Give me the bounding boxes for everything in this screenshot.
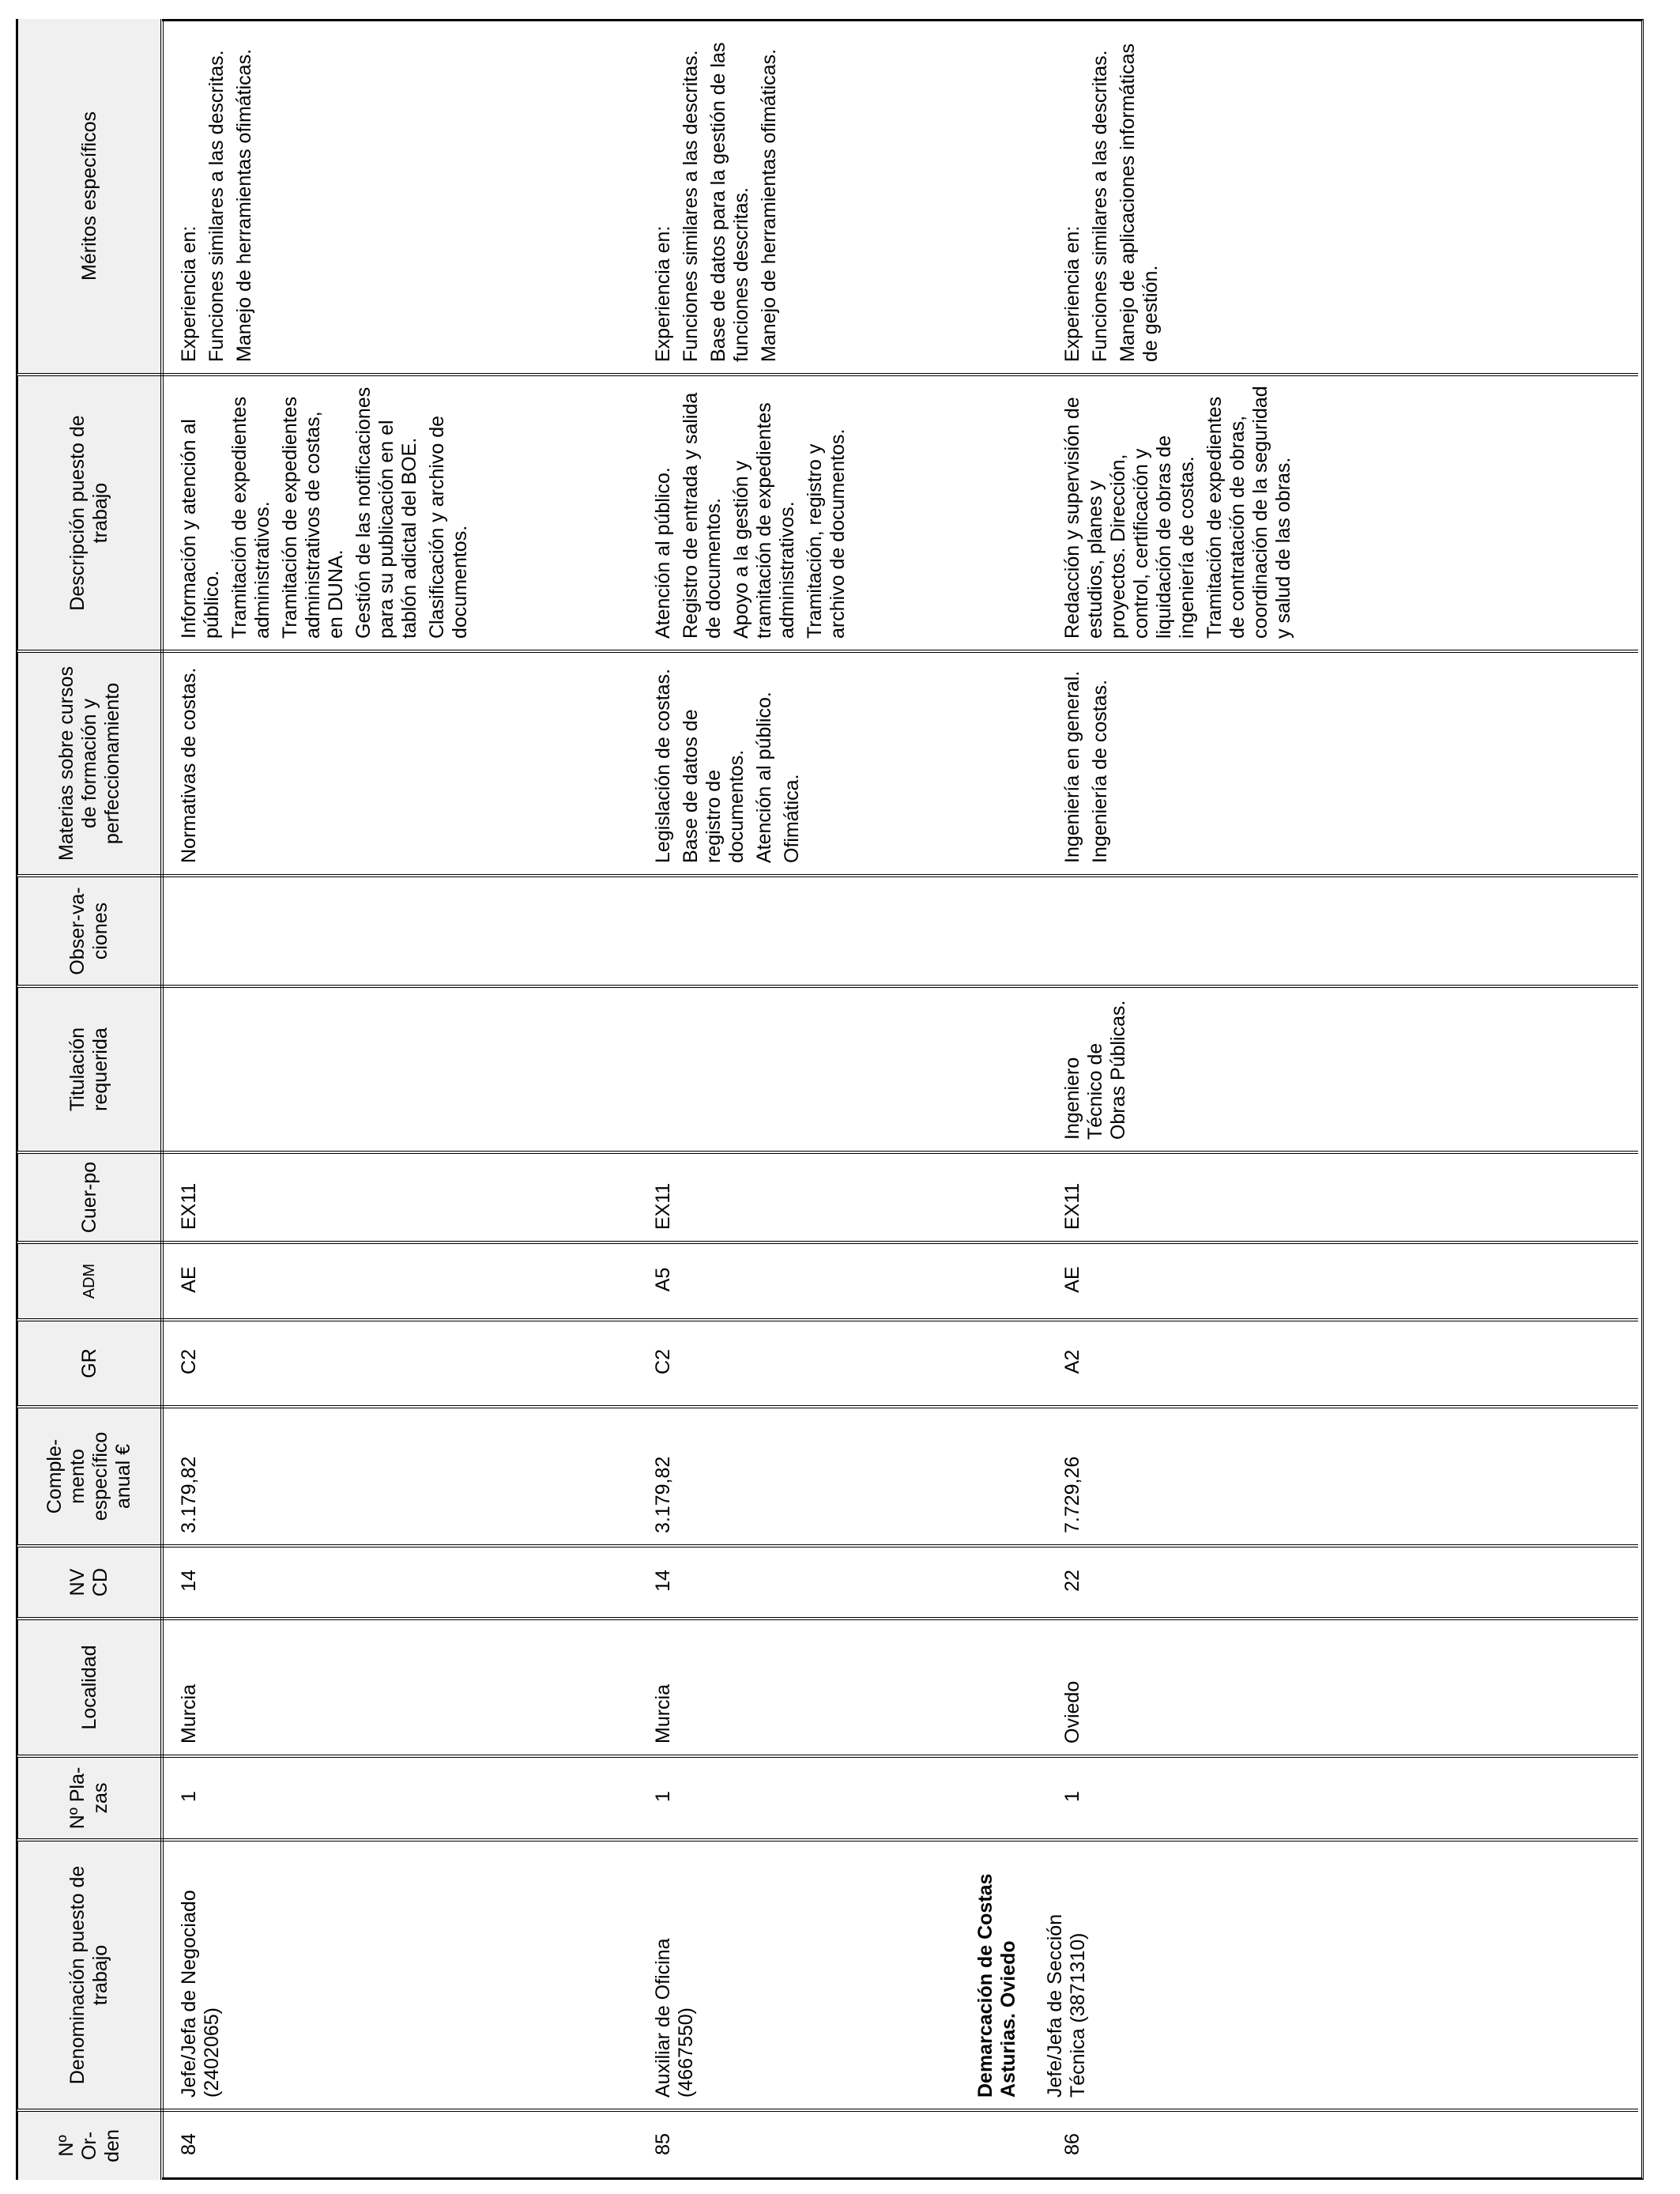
merito-item: Funciones similares a las descritas. — [1089, 50, 1111, 362]
descripcion-item: Tramitación, registro y archivo de documentos. — [804, 428, 849, 639]
cell-observaciones — [966, 876, 1638, 986]
table-row — [162, 19, 644, 2180]
header-localidad: Localidad — [17, 1619, 163, 1756]
materia-item: Ingeniería de costas. — [1089, 679, 1111, 863]
cell-grupo: C2 — [162, 1320, 644, 1407]
descripcion-item: Gestión de las notificaciones para su publicación en el tablón adictal del BOE. — [352, 386, 420, 639]
materia-item: Base de datos de registro de documentos. — [680, 709, 748, 863]
cell-cuerpo: EX11 — [966, 1152, 1638, 1242]
merito-item: Funciones similares a las descritas. — [680, 50, 702, 362]
cell-denominacion: Jefe/Jefa de Negociado (2402065) — [162, 1840, 644, 2110]
cell-plazas: 1 — [966, 1756, 1638, 1840]
cell-descripcion — [966, 375, 1638, 651]
cell-nivel: 14 — [644, 1546, 966, 1619]
cell-meritos — [966, 19, 1638, 375]
header-descripcion: Descripción puesto de trabajo — [17, 375, 163, 651]
cell-titulacion — [162, 986, 644, 1152]
descripcion-item: Atención al público. — [652, 467, 674, 639]
header-complemento: Comple-mento específico anual € — [17, 1407, 163, 1546]
header-orden: Nº Or-den — [17, 2110, 163, 2180]
cell-plazas: 1 — [644, 1756, 966, 1840]
cell-orden: 84 — [162, 2110, 644, 2180]
cell-materias — [162, 651, 644, 876]
merito-item: Experiencia en: — [1061, 225, 1083, 362]
header-denominacion: Denominación puesto de trabajo — [17, 1840, 163, 2110]
descripcion-item: Tramitación de expedientes de contratación de obras, coordinación de la seguridad y salud de las obras. — [1203, 386, 1294, 639]
descripcion-item: Información y atención al público. — [178, 419, 223, 639]
cell-adm: AE — [966, 1242, 1638, 1320]
cell-materias — [644, 651, 966, 876]
descripcion-item: Tramitación de expedientes administrativos de costas, en DUNA. — [279, 396, 347, 639]
header-adm: ADM — [17, 1242, 163, 1320]
header-nivel: NV CD — [17, 1546, 163, 1619]
cell-plazas: 1 — [162, 1756, 644, 1840]
cell-descripcion — [644, 375, 966, 651]
cell-grupo: A2 — [966, 1320, 1638, 1407]
cell-adm: AE — [162, 1242, 644, 1320]
header-plazas: Nº Pla-zas — [17, 1756, 163, 1840]
section-title: Demarcación de Costas Asturias. Oviedo — [974, 1873, 1019, 2098]
materia-item: Normativas de costas. — [178, 667, 200, 863]
cell-nivel: 22 — [966, 1546, 1638, 1619]
header-titulacion: Titulación requerida — [17, 986, 163, 1152]
merito-item: Manejo de aplicaciones informáticas de gestión. — [1117, 43, 1162, 362]
header-grupo: GR — [17, 1320, 163, 1407]
cell-materias — [966, 651, 1638, 876]
cell-meritos — [644, 19, 966, 375]
table-row — [966, 19, 1638, 2180]
merito-item: Funciones similares a las descritas. — [205, 50, 228, 362]
descripcion-item: Apoyo a la gestión y tramitación de expedientes administrativos. — [730, 402, 798, 639]
cell-observaciones — [644, 876, 966, 986]
cell-titulacion: Ingeniero Técnico de Obras Públicas. — [966, 986, 1638, 1152]
materia-item: Legislación de costas. — [652, 669, 674, 863]
cell-observaciones — [162, 876, 644, 986]
header-materias: Materias sobre cursos de formación y perfeccionamiento — [17, 651, 163, 876]
descripcion-item: Redacción y supervisión de estudios, planes y proyectos. Dirección, control, certificación y liquidación de obras de ingeniería de costas. — [1061, 397, 1198, 639]
cell-adm: A5 — [644, 1242, 966, 1320]
cell-localidad: Murcia — [162, 1619, 644, 1756]
cell-nivel: 14 — [162, 1546, 644, 1619]
cell-orden: 85 — [644, 2110, 966, 2180]
merito-item: Experiencia en: — [652, 225, 674, 362]
cell-denominacion — [966, 1840, 1638, 2110]
cell-descripcion — [162, 375, 644, 651]
cell-complemento: 7.729,26 — [966, 1407, 1638, 1546]
cell-localidad: Oviedo — [966, 1619, 1638, 1756]
cell-localidad: Murcia — [644, 1619, 966, 1756]
positions-table — [16, 19, 1638, 2180]
descripcion-item: Tramitación de expedientes administrativos. — [228, 396, 273, 639]
header-meritos: Méritos específicos — [17, 19, 163, 375]
materia-item: Ofimática. — [781, 774, 803, 863]
header-cuerpo: Cuer-po — [17, 1152, 163, 1242]
descripcion-item: Clasificación y archivo de documentos. — [426, 415, 471, 639]
merito-item: Base de datos para la gestión de las funciones descritas. — [707, 42, 752, 362]
cell-grupo: C2 — [644, 1320, 966, 1407]
denominacion-text: Jefe/Jefa de Sección Técnica (3871310) — [1044, 1913, 1089, 2098]
cell-cuerpo: EX11 — [162, 1152, 644, 1242]
table-row — [644, 19, 966, 2180]
materia-item: Ingeniería en general. — [1061, 670, 1083, 863]
cell-orden: 86 — [966, 2110, 1638, 2180]
merito-item: Experiencia en: — [178, 225, 200, 362]
merito-item: Manejo de herramientas ofimáticas. — [233, 48, 255, 362]
cell-meritos — [162, 19, 644, 375]
merito-item: Manejo de herramientas ofimáticas. — [758, 48, 780, 362]
cell-denominacion: Auxiliar de Oficina (4667550) — [644, 1840, 966, 2110]
cell-titulacion — [644, 986, 966, 1152]
header-observaciones: Obser-va-ciones — [17, 876, 163, 986]
header-row — [17, 19, 163, 2180]
materia-item: Atención al público. — [753, 692, 775, 863]
cell-complemento: 3.179,82 — [644, 1407, 966, 1546]
cell-complemento: 3.179,82 — [162, 1407, 644, 1546]
descripcion-item: Registro de entrada y salida de documentos. — [680, 392, 725, 639]
cell-cuerpo: EX11 — [644, 1152, 966, 1242]
